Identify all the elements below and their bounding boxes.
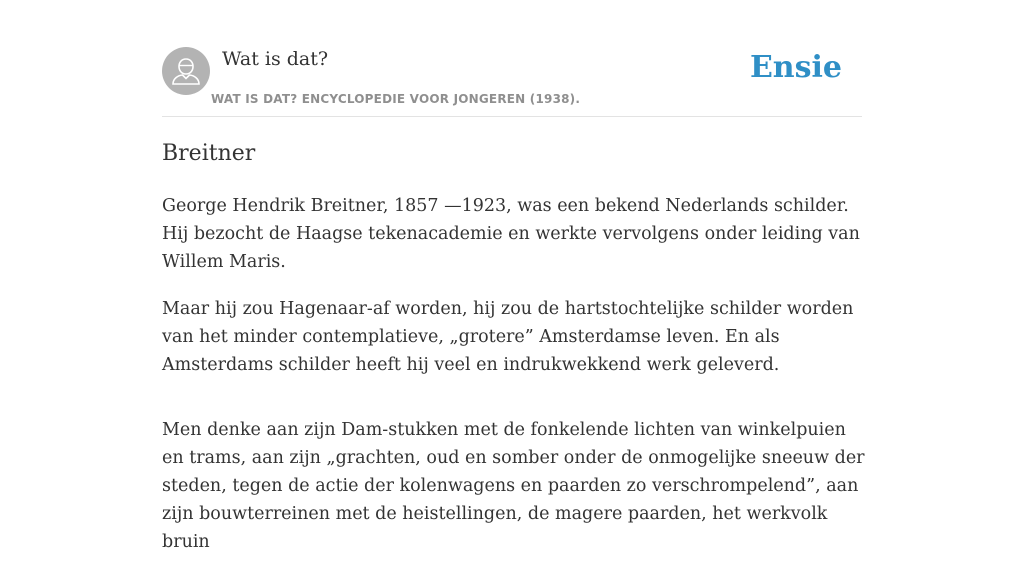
- source-header: [162, 46, 862, 117]
- source-title[interactable]: Wat is dat?: [222, 48, 329, 70]
- ensie-logo[interactable]: Ensie: [749, 50, 842, 85]
- article-paragraph: George Hendrik Breitner, 1857 —1923, was een bekend Nederlands schilder. Hij bezocht de Haagse tekenacademie en werkte vervolgens onder leiding van Willem Maris.: [162, 196, 860, 272]
- source-subtitle: WAT IS DAT? ENCYCLOPEDIE VOOR JONGEREN (1938).: [211, 92, 581, 106]
- article-title: Breitner: [162, 141, 256, 166]
- article-body: [162, 192, 872, 575]
- article-paragraph: Men denke aan zijn Dam-stukken met de fonkelende lichten van winkelpuien en trams, aan zijn „grachten, oud en somber onder de onmogelijke sneeuw der steden, tegen de actie der kolenwagens en paarden zo verschrompelend”, aan zijn bouwterreinen met de heistellingen, de magere paarden, het werkvolk bruin: [162, 420, 865, 552]
- user-placeholder-icon[interactable]: [162, 47, 210, 95]
- article-paragraph: Maar hij zou Hagenaar-af worden, hij zou de hartstochtelijke schilder worden van het minder contemplatieve, „grotere” Amsterdamse leven. En als Amsterdams schilder heeft hij veel en indrukwekkend werk geleverd.: [162, 299, 854, 375]
